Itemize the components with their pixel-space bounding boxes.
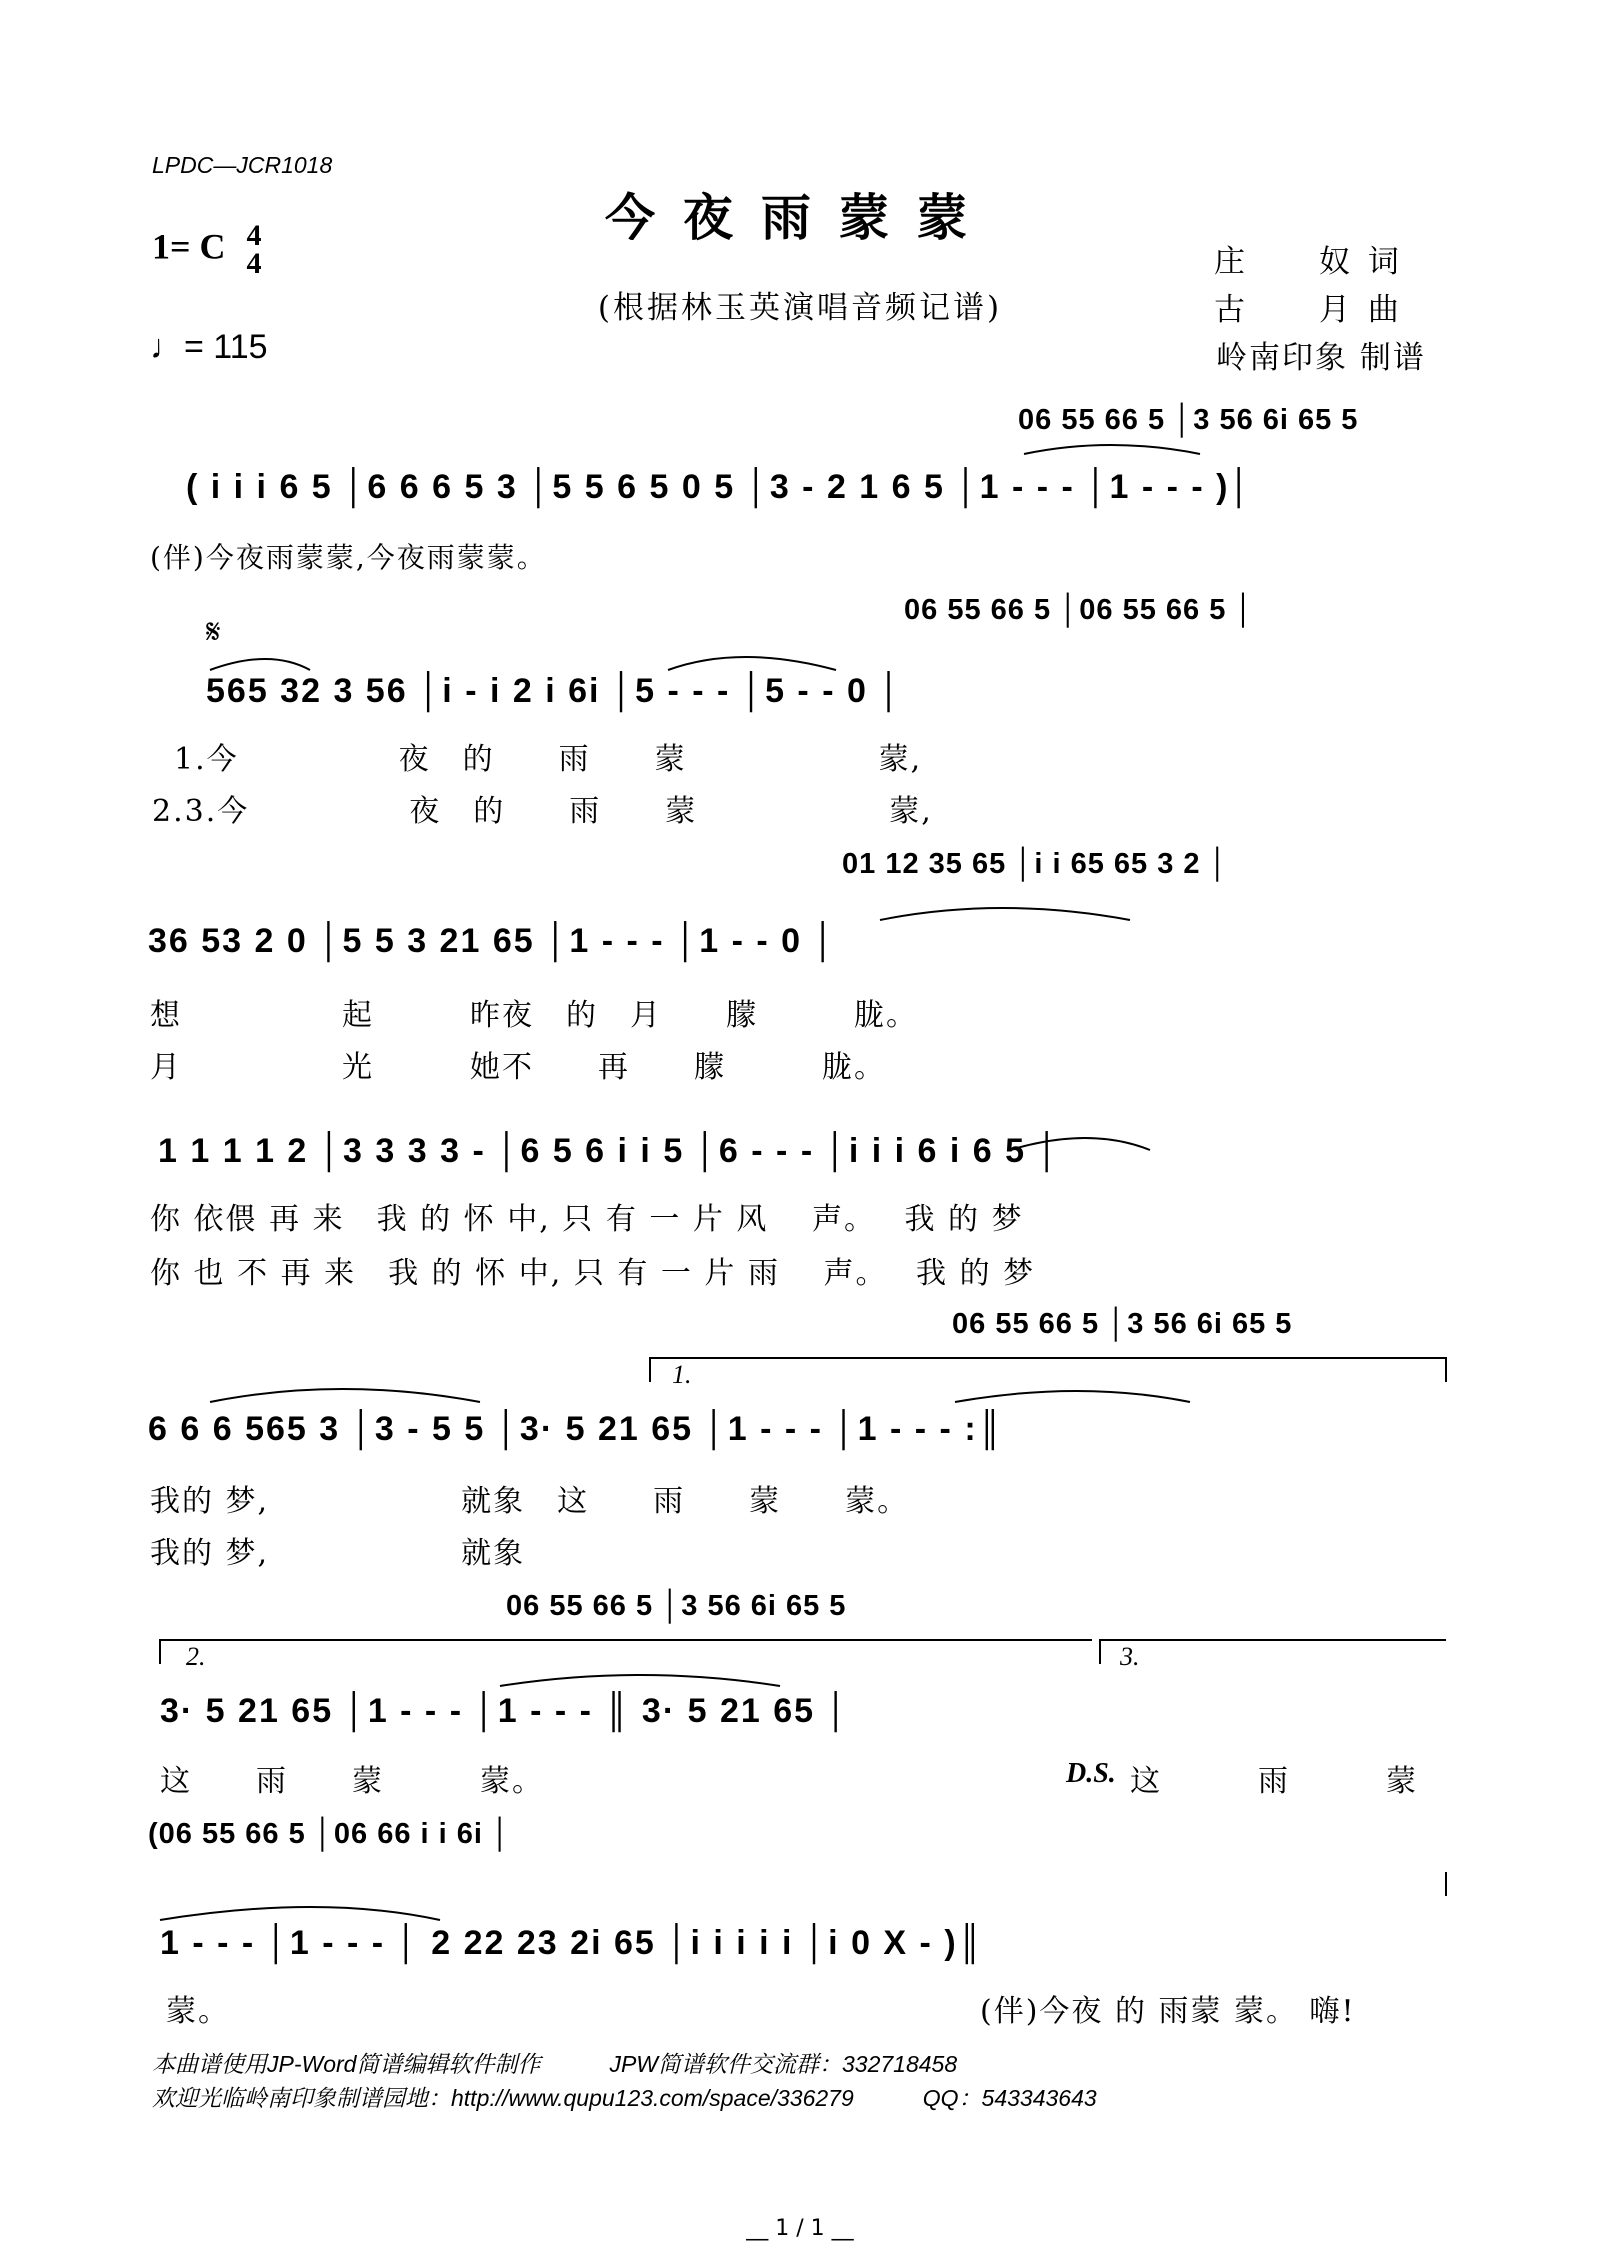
score-code: LPDC—JCR1018 xyxy=(152,152,333,178)
volta-2-bracket xyxy=(160,1640,1092,1664)
tie-arc xyxy=(1010,1138,1150,1150)
lyricist-credit: 庄 奴 词 xyxy=(1214,244,1403,280)
lyric-line: 我的 梦, 就象 这 雨 蒙 蒙。 xyxy=(150,1484,910,1519)
cue-line: 06 55 66 5 │3 56 6i 65 5 xyxy=(952,1308,1293,1340)
lyric-line: 我的 梦, 就象 xyxy=(150,1536,526,1571)
lyric-line: 你 也 不 再 来 我 的 怀 中, 只 有 一 片 雨 声。 我 的 梦 xyxy=(150,1256,1036,1291)
tie-arc xyxy=(955,1391,1190,1402)
lyric-line: 2.3.今 夜 的 雨 蒙 蒙, xyxy=(152,794,933,829)
melody-line: 1 1 1 1 2 │3 3 3 3 - │6 5 6 i i 5 │6 - - - │i i i 6 i 6 5 │ xyxy=(158,1132,1061,1170)
cue-line: 06 55 66 5 │3 56 6i 65 5 xyxy=(506,1590,847,1622)
tie-arc xyxy=(210,659,310,670)
lyric-line: (伴)今夜雨蒙蒙,今夜雨蒙蒙。 xyxy=(150,541,547,574)
volta-1-label: 1. xyxy=(672,1360,692,1389)
lyric-line: 蒙。 xyxy=(166,1994,230,2029)
time-top: 4 xyxy=(246,219,262,252)
tempo-mark: ♩= 115 xyxy=(150,328,268,366)
lyric-line: 你 依偎 再 来 我 的 怀 中, 只 有 一 片 风 声。 我 的 梦 xyxy=(150,1202,1024,1237)
arranger-credit: 岭南印象 制谱 xyxy=(1216,340,1426,376)
volta-1-bracket xyxy=(650,1358,1446,1382)
cue-line: 06 55 66 5 │06 55 66 5 │ xyxy=(904,594,1255,626)
key-label: 1= C xyxy=(152,226,226,267)
page-number: __ 1 / 1 __ xyxy=(746,2216,854,2241)
tie-arc xyxy=(668,657,836,670)
subtitle: (根据林玉英演唱音频记谱) xyxy=(597,290,1003,326)
melody-line: 36 53 2 0 │5 5 3 21 65 │1 - - - │1 - - 0 │ xyxy=(148,922,837,960)
tie-arc xyxy=(880,908,1130,920)
cue-line: 06 55 66 5 │3 56 6i 65 5 xyxy=(1018,404,1359,436)
melody-line: ( i i i 6 5 │6 6 6 5 3 │5 5 6 5 0 5 │3 - 2 1 6 5 │1 - - - │1 - - - )│ xyxy=(186,468,1253,506)
ds-marking: D.S. xyxy=(1066,1758,1116,1789)
melody-line: 6 6 6 565 3 │3 - 5 5 │3· 5 21 65 │1 - - - │1 - - - :║ xyxy=(148,1410,1004,1448)
tie-arc xyxy=(500,1675,780,1686)
song-title: 今夜雨蒙蒙 xyxy=(605,188,995,247)
lyric-line: 这 雨 蒙 xyxy=(1130,1764,1418,1799)
melody-line: 1 - - - │1 - - - │ 2 22 23 2i 65 │i i i i i │i 0 X - )║ xyxy=(160,1924,984,1962)
cue-line: (06 55 66 5 │06 66 i i 6i │ xyxy=(148,1818,512,1850)
volta-3-bracket xyxy=(1100,1640,1446,1664)
lyric-line: 月 光 她不 再 朦 胧。 xyxy=(150,1050,886,1085)
time-bottom: 4 xyxy=(246,247,262,280)
melody-line: 3· 5 21 65 │1 - - - │1 - - - ║ 3· 5 21 65 │ xyxy=(160,1692,850,1730)
tie-arc xyxy=(210,1389,480,1402)
lyric-line: 想 起 昨夜 的 月 朦 胧。 xyxy=(150,998,918,1033)
lyric-line: 1.今 夜 的 雨 蒙 蒙, xyxy=(174,742,923,777)
lyric-line: (伴)今夜 的 雨蒙 蒙。 嗨! xyxy=(980,1994,1356,2029)
segno-sign: 𝄋 xyxy=(206,612,221,652)
volta-3-label: 3. xyxy=(1120,1642,1140,1671)
footer-line: 本曲谱使用JP-Word简谱编辑软件制作 JPW简谱软件交流群：332718458 xyxy=(152,2051,958,2077)
melody-line: 565 32 3 56 │i - i 2 i 6i │5 - - - │5 - - 0 │ xyxy=(206,672,903,710)
volta-2-label: 2. xyxy=(186,1642,206,1671)
tie-arc xyxy=(160,1907,440,1920)
footer-line: 欢迎光临岭南印象制谱园地：http://www.qupu123.com/space/336279 QQ：543343643 xyxy=(152,2085,1097,2111)
lyric-line: 这 雨 蒙 蒙。 xyxy=(160,1764,544,1799)
cue-line: 01 12 35 65 │i i 65 65 3 2 │ xyxy=(842,848,1229,880)
composer-credit: 古 月 曲 xyxy=(1214,292,1403,328)
tie-arc xyxy=(1024,445,1200,454)
